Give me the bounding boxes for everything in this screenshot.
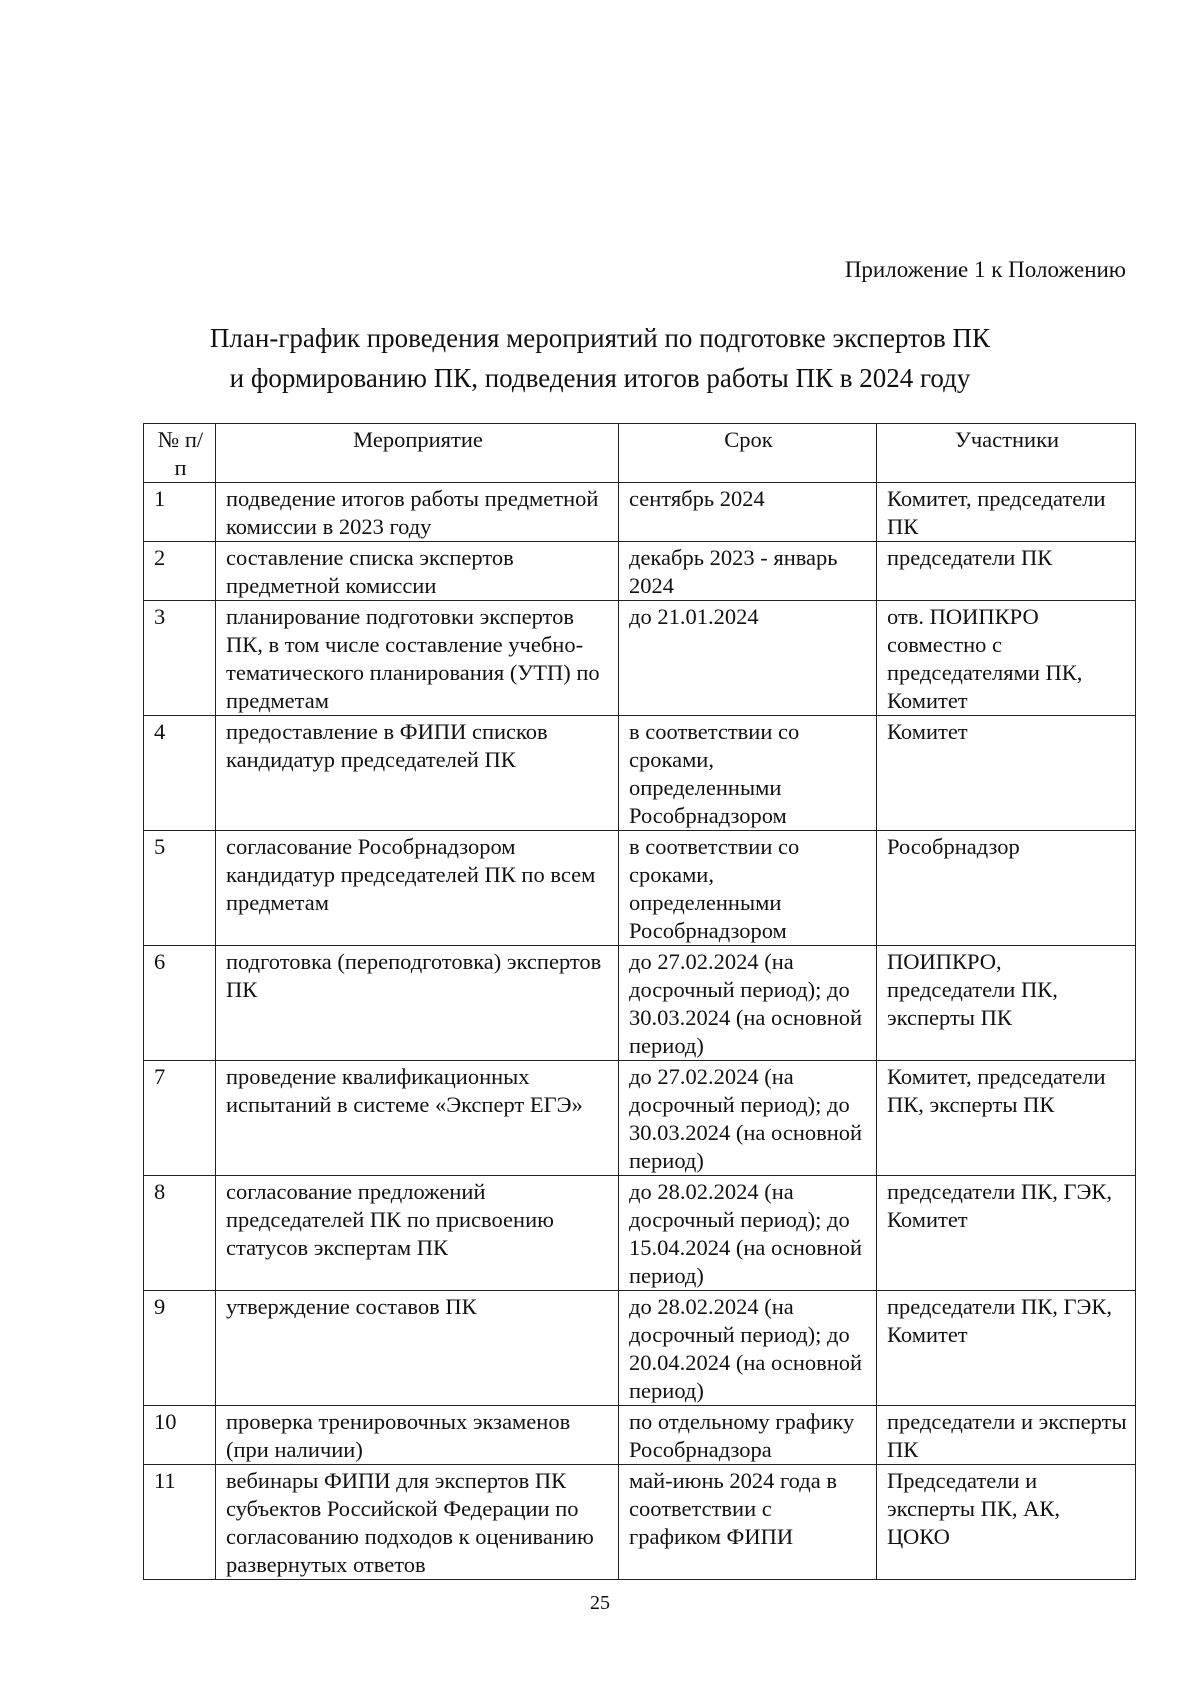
event-cell: вебинары ФИПИ для экспертов ПК субъектов Российской Федерации по согласованию подходов к оцениванию развернутых ответов — [216, 1465, 619, 1580]
table-row — [144, 716, 1136, 831]
table-row — [144, 542, 1136, 601]
deadline-cell: в соответствии со сроками, определенными Рособрнадзором — [619, 716, 877, 831]
participants-cell: Комитет — [877, 716, 1136, 831]
deadline-cell: сентябрь 2024 — [619, 483, 877, 542]
column-header-deadline: Срок — [619, 424, 877, 483]
deadline-cell: декабрь 2023 - январь 2024 — [619, 542, 877, 601]
column-header-number: № п/п — [144, 424, 216, 483]
event-cell: предоставление в ФИПИ списков кандидатур председателей ПК — [216, 716, 619, 831]
event-cell: проверка тренировочных экзаменов (при наличии) — [216, 1406, 619, 1465]
participants-cell: председатели ПК, ГЭК, Комитет — [877, 1291, 1136, 1406]
event-cell: согласование Рособрнадзором кандидатур председателей ПК по всем предметам — [216, 831, 619, 946]
table-row — [144, 1176, 1136, 1291]
title-line-2: и формированию ПК, подведения итогов работы ПК в 2024 году — [229, 363, 971, 393]
event-cell: составление списка экспертов предметной комиссии — [216, 542, 619, 601]
participants-cell: ПОИПКРО, председатели ПК, эксперты ПК — [877, 946, 1136, 1061]
table-row — [144, 1061, 1136, 1176]
schedule-table — [143, 423, 1136, 1580]
column-header-participants: Участники — [877, 424, 1136, 483]
document-title — [0, 318, 1200, 398]
participants-cell: председатели и эксперты ПК — [877, 1406, 1136, 1465]
row-number: 5 — [144, 831, 216, 946]
event-cell: планирование подготовки экспертов ПК, в том числе составление учебно-тематического планирования (УТП) по предметам — [216, 601, 619, 716]
table-row — [144, 831, 1136, 946]
table-header-row — [144, 424, 1136, 483]
event-cell: согласование предложений председателей ПК по присвоению статусов экспертам ПК — [216, 1176, 619, 1291]
deadline-cell: в соответствии со сроками, определенными Рособрнадзором — [619, 831, 877, 946]
participants-cell: Председатели и эксперты ПК, АК, ЦОКО — [877, 1465, 1136, 1580]
row-number: 7 — [144, 1061, 216, 1176]
participants-cell: Комитет, председатели ПК — [877, 483, 1136, 542]
table-body — [144, 483, 1136, 1580]
row-number: 10 — [144, 1406, 216, 1465]
deadline-cell: до 27.02.2024 (на досрочный период); до 30.03.2024 (на основной период) — [619, 1061, 877, 1176]
event-cell: проведение квалификационных испытаний в системе «Эксперт ЕГЭ» — [216, 1061, 619, 1176]
event-cell: подготовка (переподготовка) экспертов ПК — [216, 946, 619, 1061]
participants-cell: председатели ПК, ГЭК, Комитет — [877, 1176, 1136, 1291]
row-number: 1 — [144, 483, 216, 542]
table-row — [144, 1406, 1136, 1465]
deadline-cell: по отдельному графику Рособрнадзора — [619, 1406, 877, 1465]
table-row — [144, 1291, 1136, 1406]
event-cell: утверждение составов ПК — [216, 1291, 619, 1406]
title-line-1: План-график проведения мероприятий по подготовке экспертов ПК — [209, 323, 991, 353]
deadline-cell: до 21.01.2024 — [619, 601, 877, 716]
participants-cell: Рособрнадзор — [877, 831, 1136, 946]
participants-cell: отв. ПОИПКРО совместно с председателями ПК, Комитет — [877, 601, 1136, 716]
row-number: 9 — [144, 1291, 216, 1406]
deadline-cell: до 27.02.2024 (на досрочный период); до 30.03.2024 (на основной период) — [619, 946, 877, 1061]
table-row — [144, 601, 1136, 716]
deadline-cell: май-июнь 2024 года в соответствии с графиком ФИПИ — [619, 1465, 877, 1580]
row-number: 8 — [144, 1176, 216, 1291]
column-header-event: Мероприятие — [216, 424, 619, 483]
row-number: 3 — [144, 601, 216, 716]
row-number: 6 — [144, 946, 216, 1061]
deadline-cell: до 28.02.2024 (на досрочный период); до 15.04.2024 (на основной период) — [619, 1176, 877, 1291]
participants-cell: Комитет, председатели ПК, эксперты ПК — [877, 1061, 1136, 1176]
table-row — [144, 483, 1136, 542]
page-number: 25 — [590, 1592, 610, 1614]
row-number: 4 — [144, 716, 216, 831]
deadline-cell: до 28.02.2024 (на досрочный период); до 20.04.2024 (на основной период) — [619, 1291, 877, 1406]
row-number: 11 — [144, 1465, 216, 1580]
row-number: 2 — [144, 542, 216, 601]
appendix-label: Приложение 1 к Положению — [844, 257, 1126, 282]
table-row — [144, 1465, 1136, 1580]
event-cell: подведение итогов работы предметной комиссии в 2023 году — [216, 483, 619, 542]
table-row — [144, 946, 1136, 1061]
participants-cell: председатели ПК — [877, 542, 1136, 601]
